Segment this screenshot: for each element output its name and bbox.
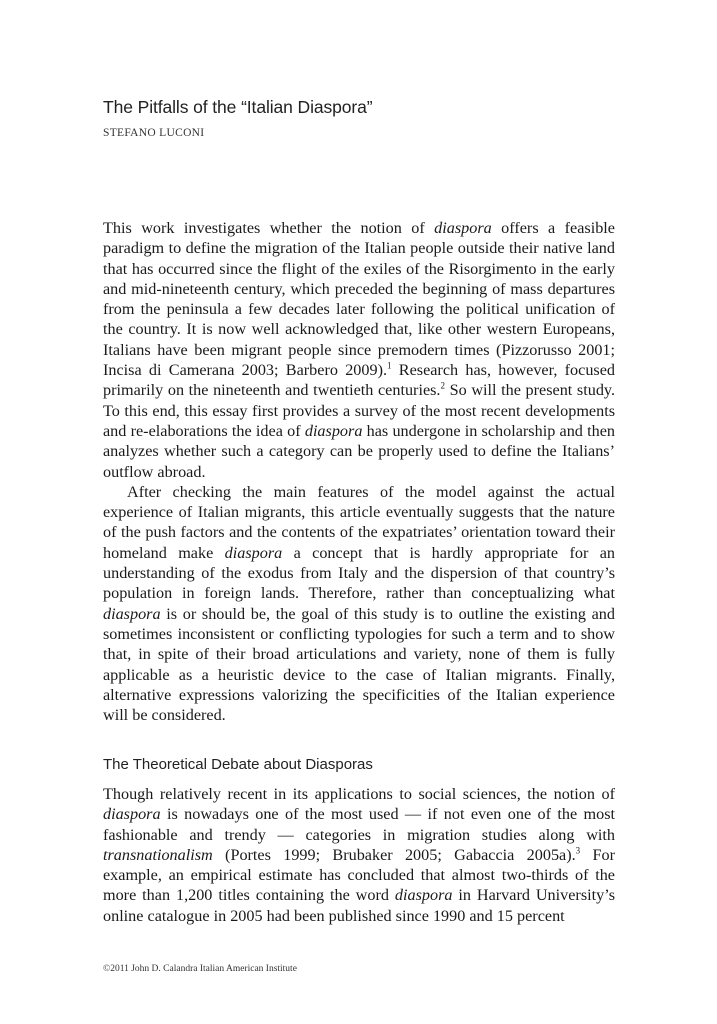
italic-term: transnationalism bbox=[103, 845, 213, 864]
footnote-ref: 1 bbox=[387, 360, 392, 371]
paragraph-intro-1 bbox=[103, 218, 615, 482]
text-run: a concept that is hardly appropriate for an understanding of the exodus from Italy and the dispersion of that country’s population in foreign lands. Therefore, rather than conceptualizing what bbox=[103, 543, 615, 603]
text-run: in Harvard University’s online catalogue in 2005 had been published since 1990 and 15 percent bbox=[103, 886, 615, 925]
italic-term: diaspora bbox=[103, 805, 161, 824]
italic-term: diaspora bbox=[103, 604, 161, 623]
text-run: is or should be, the goal of this study is to outline the existing and sometimes inconsistent or conflicting typologies for such a term and to show that, in spite of their broad articulations and variety, none of them is fully applicable as a heuristic device to the case of Italian migrants. Finally, alternative expressions valorizing the specificities of the Italian experience will be considered. bbox=[103, 604, 615, 725]
italic-term: diaspora bbox=[304, 421, 363, 440]
text-run: After checking the main features of the model against the actual experience of Italian migrants, this article eventually suggests that the nature of the push factors and the contents of the expatriates’ orientation toward their homeland make bbox=[103, 482, 615, 562]
theoretical-debate-section bbox=[103, 784, 615, 926]
text-run: For example, an empirical estimate has concluded that almost two-thirds of the more than 1,200 titles containing the word bbox=[103, 845, 615, 905]
paragraph-section-1 bbox=[103, 784, 615, 926]
text-run: This work investigates whether the notion of bbox=[103, 219, 435, 237]
text-run: has undergone in scholarship and then analyzes whether such a category can be properly used to define the Italians’ outflow abroad. bbox=[103, 421, 615, 481]
copyright-footer: ©2011 John D. Calandra Italian American Institute bbox=[103, 964, 297, 974]
intro-section bbox=[103, 218, 615, 725]
paragraph-intro-2 bbox=[103, 482, 615, 726]
text-run: (Portes 1999; Brubaker 2005; Gabaccia 2005a). bbox=[212, 845, 576, 864]
italic-term: diaspora bbox=[224, 543, 283, 562]
italic-term: diaspora bbox=[394, 886, 453, 905]
text-run: Though relatively recent in its applications to social sciences, the notion of bbox=[103, 785, 615, 803]
text-run: So will the present study. To this end, this essay first provides a survey of the most recent developments and re-elaborations the idea of bbox=[103, 381, 615, 440]
text-run: Research has, however, focused primarily on the nineteenth and twentieth centuries. bbox=[103, 361, 615, 400]
section-heading: The Theoretical Debate about Diasporas bbox=[103, 756, 373, 773]
text-run: offers a feasible paradigm to define the migration of the Italian people outside their native land that has occurred since the flight of the exiles of the Risorgimento in the early and mid-nineteenth century, which preceded the beginning of mass departures from the peninsula a few decades later following the political unification of the country. It is now well acknowledged that, like other western Europeans, Italians have been migrant people since premodern times (Pizzorusso 2001; Incisa di Camerana 2003; Barbero 2009). bbox=[103, 219, 615, 380]
italic-term: diaspora bbox=[434, 219, 492, 237]
author-name: STEFANO LUCONI bbox=[103, 127, 205, 139]
article-title: The Pitfalls of the “Italian Diaspora” bbox=[103, 97, 373, 117]
footnote-ref: 3 bbox=[575, 845, 581, 856]
text-run: is nowadays one of the most used — if not even one of the most fashionable and trendy — categories in migration studies along with bbox=[103, 805, 615, 844]
footnote-ref: 2 bbox=[440, 380, 445, 391]
